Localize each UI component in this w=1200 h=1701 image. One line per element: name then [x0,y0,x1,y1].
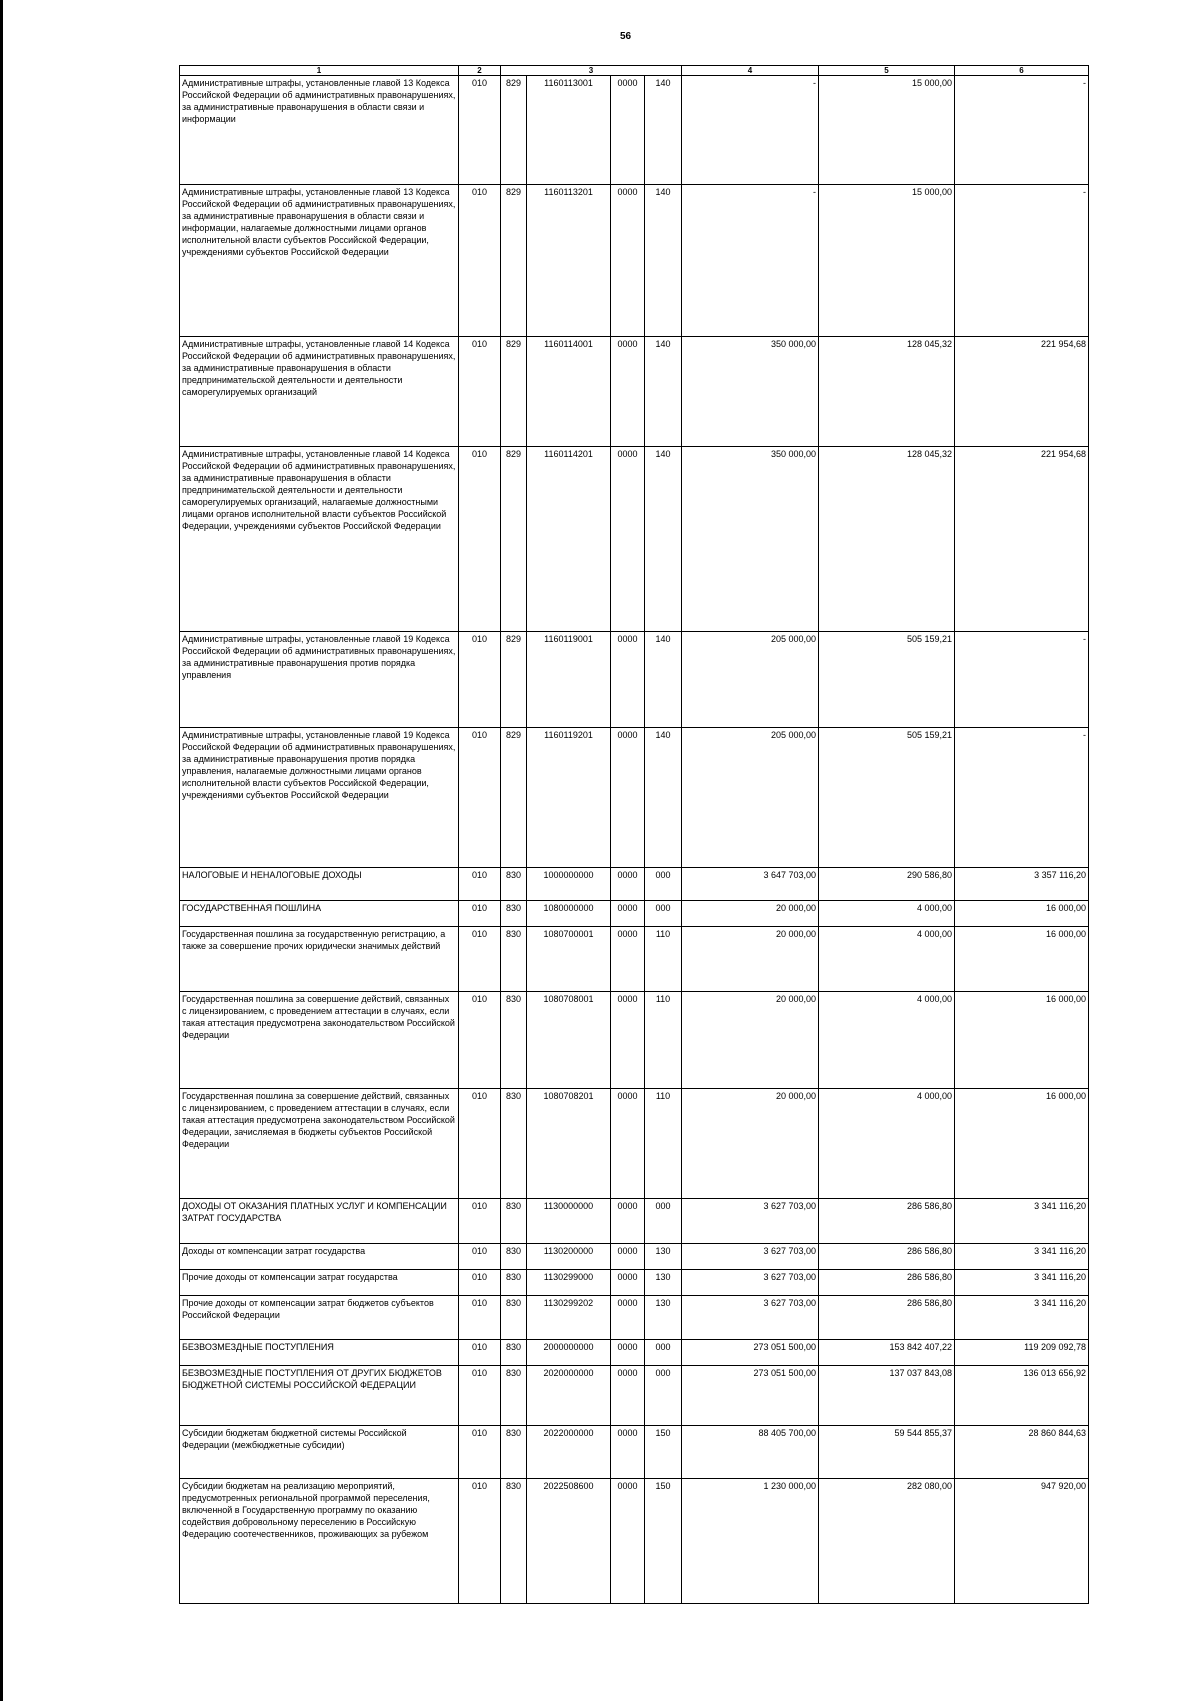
row-col-3d-cell: 130 [645,1270,682,1296]
row-name-cell: Субсидии бюджетам на реализацию мероприятий, предусмотренных региональной программой переселения, включенной в Государственную программу по оказанию содействия добровольному переселению в Российскую Федерацию соотечественников, проживающих за рубежом [180,1479,459,1604]
row-col-3a-cell: 830 [501,992,527,1089]
table-row [180,927,1089,992]
row-col-6-cell: 119 209 092,78 [955,1340,1089,1366]
row-name-cell: Административные штрафы, установленные главой 13 Кодекса Российской Федерации об административных правонарушениях, за административные правонарушения в области связи и информации [180,76,459,185]
row-col-3c-cell: 0000 [611,447,645,632]
row-col-3c-cell: 0000 [611,185,645,337]
row-col-3b-cell: 2022508600 [527,1479,611,1604]
table-row [180,728,1089,868]
row-col-6-cell: 136 013 656,92 [955,1366,1089,1426]
row-col-5-cell: 505 159,21 [819,632,955,728]
row-col-4-cell: 88 405 700,00 [682,1426,819,1479]
row-col-2-cell: 010 [459,1366,501,1426]
row-col-3a-cell: 829 [501,728,527,868]
table-row [180,76,1089,185]
row-col-4-cell: 350 000,00 [682,337,819,447]
row-col-2-cell: 010 [459,1270,501,1296]
row-col-5-cell: 505 159,21 [819,728,955,868]
row-col-2-cell: 010 [459,1089,501,1199]
row-col-2-cell: 010 [459,1244,501,1270]
row-col-3d-cell: 150 [645,1426,682,1479]
row-col-3d-cell: 000 [645,1366,682,1426]
table-row [180,1366,1089,1426]
row-col-6-cell: 221 954,68 [955,447,1089,632]
row-col-3d-cell: 000 [645,901,682,927]
row-col-3c-cell: 0000 [611,1366,645,1426]
row-col-3b-cell: 1080708201 [527,1089,611,1199]
table-row [180,1089,1089,1199]
row-col-2-cell: 010 [459,992,501,1089]
row-col-6-cell: 3 341 116,20 [955,1199,1089,1244]
row-col-4-cell: 350 000,00 [682,447,819,632]
row-col-4-cell: 3 627 703,00 [682,1270,819,1296]
row-col-4-cell: 20 000,00 [682,927,819,992]
table-row [180,901,1089,927]
row-col-3d-cell: 140 [645,632,682,728]
row-col-5-cell: 286 586,80 [819,1270,955,1296]
row-col-3c-cell: 0000 [611,1340,645,1366]
row-name-cell: ДОХОДЫ ОТ ОКАЗАНИЯ ПЛАТНЫХ УСЛУГ И КОМПЕНСАЦИИ ЗАТРАТ ГОСУДАРСТВА [180,1199,459,1244]
row-col-6-cell: 3 357 116,20 [955,868,1089,901]
row-col-5-cell: 286 586,80 [819,1199,955,1244]
row-name-cell: Административные штрафы, установленные главой 19 Кодекса Российской Федерации об административных правонарушениях, за административные правонарушения против порядка управления, налагаемые должностными лицами органов исполнительной власти субъектов Российской Федерации, учреждениями субъектов Российской Федерации [180,728,459,868]
row-col-3b-cell: 1000000000 [527,868,611,901]
row-col-3c-cell: 0000 [611,1479,645,1604]
row-col-3b-cell: 1160113201 [527,185,611,337]
row-col-6-cell: - [955,632,1089,728]
row-col-3b-cell: 1130299202 [527,1296,611,1340]
row-col-3d-cell: 140 [645,728,682,868]
row-col-5-cell: 4 000,00 [819,927,955,992]
row-col-6-cell: 947 920,00 [955,1479,1089,1604]
header-col-4: 4 [682,66,819,76]
row-col-3c-cell: 0000 [611,1244,645,1270]
row-col-3b-cell: 2000000000 [527,1340,611,1366]
row-col-4-cell: 20 000,00 [682,1089,819,1199]
table-row [180,992,1089,1089]
row-col-2-cell: 010 [459,1340,501,1366]
row-col-3c-cell: 0000 [611,632,645,728]
row-col-3a-cell: 829 [501,337,527,447]
table-row [180,1270,1089,1296]
row-col-6-cell: 16 000,00 [955,992,1089,1089]
header-col-2: 2 [459,66,501,76]
row-col-6-cell: - [955,76,1089,185]
row-col-2-cell: 010 [459,1199,501,1244]
row-col-3d-cell: 140 [645,447,682,632]
row-col-3a-cell: 830 [501,868,527,901]
row-col-2-cell: 010 [459,1479,501,1604]
row-col-2-cell: 010 [459,868,501,901]
row-col-3b-cell: 1130200000 [527,1244,611,1270]
row-col-6-cell: 16 000,00 [955,901,1089,927]
row-col-3c-cell: 0000 [611,1270,645,1296]
row-col-3a-cell: 830 [501,901,527,927]
row-name-cell: Административные штрафы, установленные главой 14 Кодекса Российской Федерации об административных правонарушениях, за административные правонарушения в области предпринимательской деятельности и деятельности саморегулируемых организаций, налагаемые должностными лицами органов исполнительной власти субъектов Российской Федерации, учреждениями субъектов Российской Федерации [180,447,459,632]
row-name-cell: Государственная пошлина за совершение действий, связанных с лицензированием, с проведением аттестации в случаях, если такая аттестация предусмотрена законодательством Российской Федерации, зачисляемая в бюджеты субъектов Российской Федерации [180,1089,459,1199]
row-col-6-cell: 221 954,68 [955,337,1089,447]
row-col-3a-cell: 830 [501,1089,527,1199]
row-col-5-cell: 59 544 855,37 [819,1426,955,1479]
row-col-2-cell: 010 [459,447,501,632]
row-col-3a-cell: 830 [501,1296,527,1340]
table-row [180,1340,1089,1366]
row-col-3b-cell: 1130299000 [527,1270,611,1296]
row-col-5-cell: 15 000,00 [819,76,955,185]
row-col-3a-cell: 830 [501,1366,527,1426]
row-col-3b-cell: 1080000000 [527,901,611,927]
row-col-3a-cell: 829 [501,632,527,728]
row-col-4-cell: 273 051 500,00 [682,1366,819,1426]
row-col-3d-cell: 150 [645,1479,682,1604]
table-row [180,447,1089,632]
row-col-3a-cell: 830 [501,1479,527,1604]
row-col-3b-cell: 1160114001 [527,337,611,447]
row-col-3b-cell: 1130000000 [527,1199,611,1244]
table-row [180,337,1089,447]
table-header [180,66,1089,76]
row-col-3a-cell: 830 [501,1270,527,1296]
row-col-3b-cell: 1160114201 [527,447,611,632]
row-col-3a-cell: 830 [501,1426,527,1479]
row-col-3d-cell: 140 [645,76,682,185]
row-col-5-cell: 4 000,00 [819,901,955,927]
row-name-cell: Административные штрафы, установленные главой 14 Кодекса Российской Федерации об административных правонарушениях, за административные правонарушения в области предпринимательской деятельности и деятельности саморегулируемых организаций [180,337,459,447]
row-col-3a-cell: 830 [501,1244,527,1270]
row-col-4-cell: 205 000,00 [682,632,819,728]
row-col-3b-cell: 2022000000 [527,1426,611,1479]
row-col-3d-cell: 110 [645,992,682,1089]
revenue-table [179,65,1089,1604]
row-col-5-cell: 4 000,00 [819,1089,955,1199]
row-col-6-cell: 16 000,00 [955,1089,1089,1199]
row-col-5-cell: 128 045,32 [819,447,955,632]
row-col-3c-cell: 0000 [611,868,645,901]
row-name-cell: НАЛОГОВЫЕ И НЕНАЛОГОВЫЕ ДОХОДЫ [180,868,459,901]
row-name-cell: Государственная пошлина за государственную регистрацию, а также за совершение прочих юридически значимых действий [180,927,459,992]
row-col-6-cell: - [955,728,1089,868]
row-col-3d-cell: 000 [645,1199,682,1244]
row-col-3c-cell: 0000 [611,1426,645,1479]
row-col-3a-cell: 830 [501,927,527,992]
row-col-2-cell: 010 [459,728,501,868]
row-col-3a-cell: 829 [501,447,527,632]
row-col-6-cell: - [955,185,1089,337]
row-col-3d-cell: 130 [645,1296,682,1340]
row-col-3c-cell: 0000 [611,992,645,1089]
row-name-cell: ГОСУДАРСТВЕННАЯ ПОШЛИНА [180,901,459,927]
scan-edge [0,0,3,1701]
table-row [180,1244,1089,1270]
header-col-3: 3 [501,66,682,76]
table-row [180,1296,1089,1340]
row-col-2-cell: 010 [459,185,501,337]
row-col-3d-cell: 000 [645,868,682,901]
row-col-4-cell: 20 000,00 [682,901,819,927]
row-col-6-cell: 3 341 116,20 [955,1296,1089,1340]
row-col-6-cell: 28 860 844,63 [955,1426,1089,1479]
row-col-3c-cell: 0000 [611,927,645,992]
row-col-5-cell: 153 842 407,22 [819,1340,955,1366]
row-col-4-cell: 3 627 703,00 [682,1199,819,1244]
table-row [180,1199,1089,1244]
row-col-3a-cell: 829 [501,76,527,185]
row-col-3c-cell: 0000 [611,1089,645,1199]
row-name-cell: Административные штрафы, установленные главой 13 Кодекса Российской Федерации об административных правонарушениях, за административные правонарушения в области связи и информации, налагаемые должностными лицами органов исполнительной власти субъектов Российской Федерации, учреждениями субъектов Российской Федерации [180,185,459,337]
row-col-2-cell: 010 [459,901,501,927]
row-col-3a-cell: 830 [501,1340,527,1366]
table-row [180,868,1089,901]
row-name-cell: Субсидии бюджетам бюджетной системы Российской Федерации (межбюджетные субсидии) [180,1426,459,1479]
row-col-4-cell: 20 000,00 [682,992,819,1089]
row-col-5-cell: 4 000,00 [819,992,955,1089]
row-col-3b-cell: 1160119001 [527,632,611,728]
row-col-3b-cell: 1080700001 [527,927,611,992]
row-col-5-cell: 290 586,80 [819,868,955,901]
row-col-2-cell: 010 [459,76,501,185]
row-col-3c-cell: 0000 [611,1199,645,1244]
row-name-cell: Доходы от компенсации затрат государства [180,1244,459,1270]
table-row [180,632,1089,728]
header-col-5: 5 [819,66,955,76]
row-col-4-cell: 205 000,00 [682,728,819,868]
table-row [180,1479,1089,1604]
row-name-cell: Государственная пошлина за совершение действий, связанных с лицензированием, с проведением аттестации в случаях, если такая аттестация предусмотрена законодательством Российской Федерации [180,992,459,1089]
row-col-3b-cell: 1160113001 [527,76,611,185]
row-name-cell: Административные штрафы, установленные главой 19 Кодекса Российской Федерации об административных правонарушениях, за административные правонарушения против порядка управления [180,632,459,728]
row-col-4-cell: - [682,185,819,337]
row-col-3d-cell: 000 [645,1340,682,1366]
row-col-5-cell: 137 037 843,08 [819,1366,955,1426]
row-name-cell: БЕЗВОЗМЕЗДНЫЕ ПОСТУПЛЕНИЯ [180,1340,459,1366]
header-col-1: 1 [180,66,459,76]
row-col-3c-cell: 0000 [611,337,645,447]
row-col-3c-cell: 0000 [611,1296,645,1340]
table-row [180,185,1089,337]
row-col-3c-cell: 0000 [611,728,645,868]
row-col-6-cell: 16 000,00 [955,927,1089,992]
row-col-3d-cell: 110 [645,1089,682,1199]
row-col-3d-cell: 140 [645,185,682,337]
row-col-3c-cell: 0000 [611,901,645,927]
row-col-5-cell: 282 080,00 [819,1479,955,1604]
row-name-cell: Прочие доходы от компенсации затрат государства [180,1270,459,1296]
row-col-4-cell: 1 230 000,00 [682,1479,819,1604]
row-col-3b-cell: 1160119201 [527,728,611,868]
row-col-4-cell: 3 647 703,00 [682,868,819,901]
row-col-3a-cell: 830 [501,1199,527,1244]
row-col-5-cell: 286 586,80 [819,1244,955,1270]
row-col-3d-cell: 110 [645,927,682,992]
row-col-3c-cell: 0000 [611,76,645,185]
row-name-cell: Прочие доходы от компенсации затрат бюджетов субъектов Российской Федерации [180,1296,459,1340]
row-col-2-cell: 010 [459,337,501,447]
row-col-5-cell: 15 000,00 [819,185,955,337]
page-number: 56 [620,31,632,42]
row-col-2-cell: 010 [459,1426,501,1479]
row-col-5-cell: 128 045,32 [819,337,955,447]
row-col-3a-cell: 829 [501,185,527,337]
row-col-4-cell: 3 627 703,00 [682,1296,819,1340]
header-col-6: 6 [955,66,1089,76]
row-col-3b-cell: 2020000000 [527,1366,611,1426]
row-col-3b-cell: 1080708001 [527,992,611,1089]
row-col-5-cell: 286 586,80 [819,1296,955,1340]
row-col-6-cell: 3 341 116,20 [955,1244,1089,1270]
row-col-3d-cell: 130 [645,1244,682,1270]
row-col-2-cell: 010 [459,632,501,728]
table-row [180,1426,1089,1479]
row-col-4-cell: - [682,76,819,185]
row-col-6-cell: 3 341 116,20 [955,1270,1089,1296]
row-col-2-cell: 010 [459,1296,501,1340]
row-name-cell: БЕЗВОЗМЕЗДНЫЕ ПОСТУПЛЕНИЯ ОТ ДРУГИХ БЮДЖЕТОВ БЮДЖЕТНОЙ СИСТЕМЫ РОССИЙСКОЙ ФЕДЕРАЦИИ [180,1366,459,1426]
row-col-4-cell: 273 051 500,00 [682,1340,819,1366]
row-col-4-cell: 3 627 703,00 [682,1244,819,1270]
row-col-2-cell: 010 [459,927,501,992]
row-col-3d-cell: 140 [645,337,682,447]
